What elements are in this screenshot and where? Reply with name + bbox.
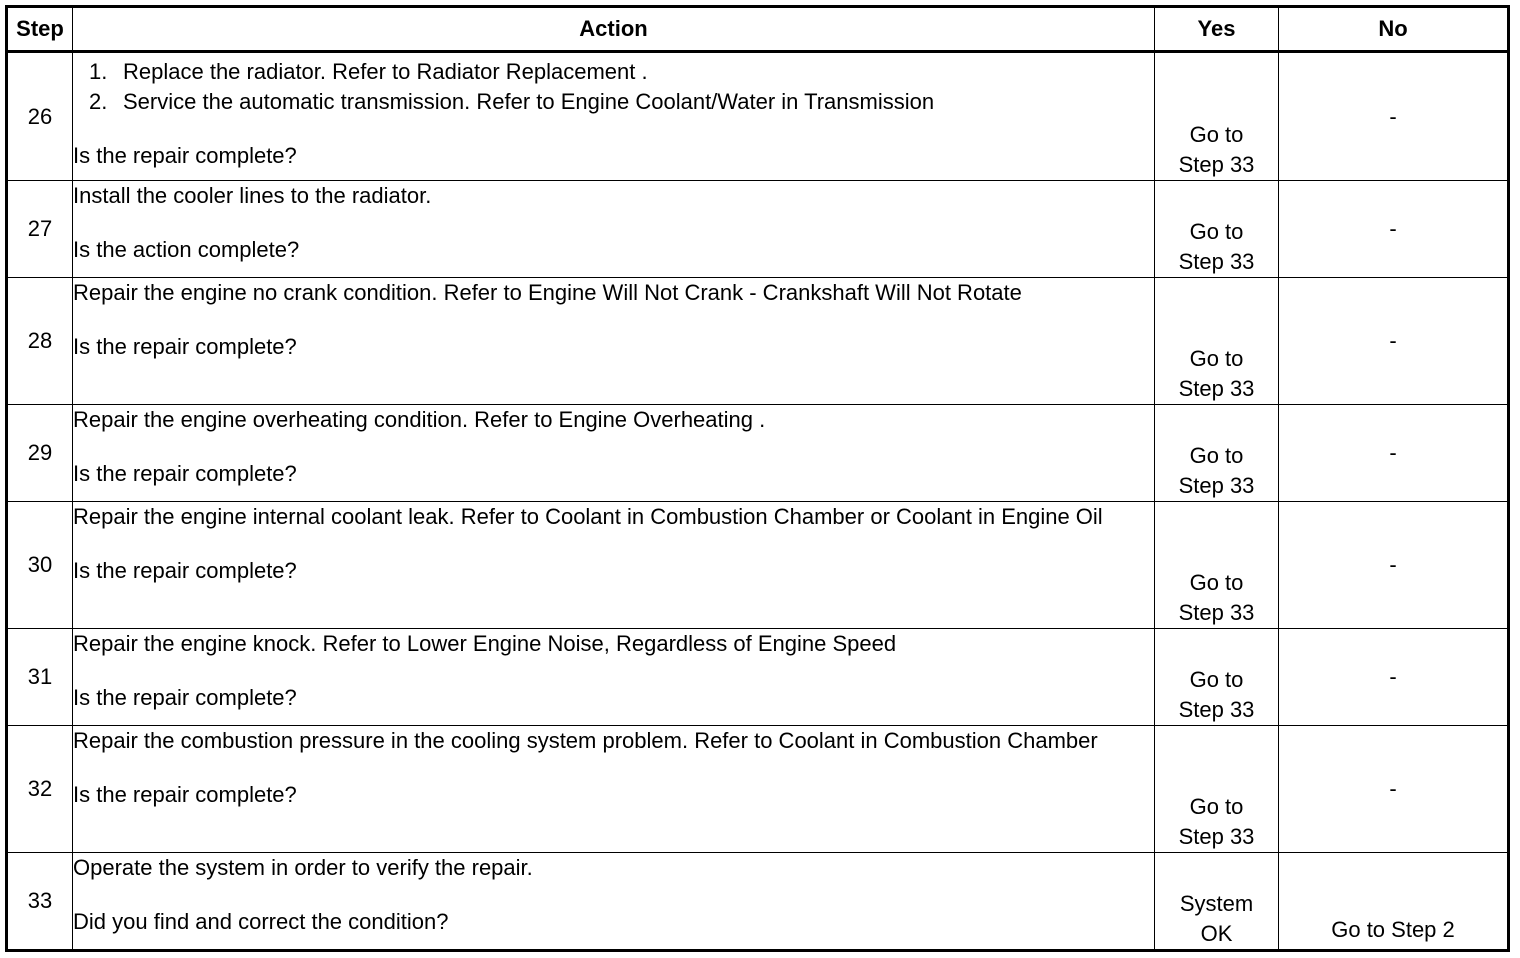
yes-text-line2: Step 33 — [1178, 697, 1255, 722]
no-cell: Go to Step 2 — [1279, 853, 1509, 951]
yes-text-line1: Go to — [1189, 570, 1244, 595]
no-cell: - — [1279, 502, 1509, 629]
yes-text-line2: Step 33 — [1178, 249, 1255, 274]
yes-text-line2: OK — [1200, 921, 1233, 946]
no-cell: - — [1279, 52, 1509, 181]
list-item-number: 2. — [89, 89, 108, 114]
list-item — [89, 87, 1154, 117]
yes-text-line2: Step 33 — [1178, 152, 1255, 177]
yes-text-line1: Go to — [1189, 346, 1244, 371]
action-cell — [73, 726, 1155, 853]
step-number: 26 — [7, 52, 73, 181]
step-number: 28 — [7, 278, 73, 405]
table-row — [7, 853, 1509, 951]
yes-cell — [1155, 52, 1279, 181]
no-cell: - — [1279, 181, 1509, 278]
no-cell: - — [1279, 278, 1509, 405]
action-cell — [73, 52, 1155, 181]
action-cell — [73, 278, 1155, 405]
table-row — [7, 405, 1509, 502]
table-row — [7, 181, 1509, 278]
yes-text-line2: Step 33 — [1178, 473, 1255, 498]
action-cell — [73, 502, 1155, 629]
diagnostic-table — [5, 5, 1510, 952]
step-number: 30 — [7, 502, 73, 629]
step-number: 33 — [7, 853, 73, 951]
action-cell — [73, 853, 1155, 951]
header-action: Action — [73, 7, 1155, 52]
action-cell — [73, 405, 1155, 502]
yes-cell — [1155, 502, 1279, 629]
instruction-text: Operate the system in order to verify the repair. — [73, 855, 533, 880]
yes-text-line1: Go to — [1189, 122, 1244, 147]
instruction-text: Repair the engine knock. Refer to Lower Engine Noise, Regardless of Engine Speed — [73, 631, 897, 656]
no-cell: - — [1279, 629, 1509, 726]
yes-text-line1: Go to — [1189, 794, 1244, 819]
instruction-text: Repair the combustion pressure in the cooling system problem. Refer to Coolant in Combustion Chamber — [73, 728, 1098, 753]
action-cell — [73, 629, 1155, 726]
no-cell: - — [1279, 726, 1509, 853]
list-item-text: Replace the radiator. Refer to Radiator Replacement . — [123, 59, 648, 84]
instruction-text: Repair the engine no crank condition. Refer to Engine Will Not Crank - Crankshaft Will Not Rotate — [73, 280, 1022, 305]
action-cell — [73, 181, 1155, 278]
header-yes: Yes — [1155, 7, 1279, 52]
question-text: Is the repair complete? — [73, 782, 297, 807]
header-step: Step — [7, 7, 73, 52]
table-row — [7, 502, 1509, 629]
list-item-text: Service the automatic transmission. Refer to Engine Coolant/Water in Transmission — [123, 89, 935, 114]
yes-cell — [1155, 726, 1279, 853]
table-row — [7, 629, 1509, 726]
question-text: Is the action complete? — [73, 237, 300, 262]
yes-text-line1: Go to — [1189, 443, 1244, 468]
header-no: No — [1279, 7, 1509, 52]
yes-cell — [1155, 853, 1279, 951]
yes-text-line1: Go to — [1189, 667, 1244, 692]
yes-text-line2: Step 33 — [1178, 600, 1255, 625]
table-row — [7, 278, 1509, 405]
yes-cell — [1155, 405, 1279, 502]
yes-cell — [1155, 278, 1279, 405]
question-text: Is the repair complete? — [73, 334, 297, 359]
table-row — [7, 52, 1509, 181]
yes-text-line1: System — [1179, 891, 1254, 916]
step-number: 27 — [7, 181, 73, 278]
question-text: Is the repair complete? — [73, 685, 297, 710]
step-number: 29 — [7, 405, 73, 502]
step-number: 32 — [7, 726, 73, 853]
yes-text-line2: Step 33 — [1178, 824, 1255, 849]
question-text: Is the repair complete? — [73, 558, 297, 583]
step-number: 31 — [7, 629, 73, 726]
yes-text-line1: Go to — [1189, 219, 1244, 244]
table-row — [7, 726, 1509, 853]
question-text: Is the repair complete? — [73, 461, 297, 486]
instruction-text: Install the cooler lines to the radiator. — [73, 183, 432, 208]
yes-cell — [1155, 629, 1279, 726]
table-header-row — [7, 7, 1509, 52]
action-list — [73, 57, 1154, 117]
yes-text-line2: Step 33 — [1178, 376, 1255, 401]
instruction-text: Repair the engine internal coolant leak. Refer to Coolant in Combustion Chamber or Coolant in Engine Oil — [73, 504, 1103, 529]
list-item-number: 1. — [89, 59, 108, 84]
yes-cell — [1155, 181, 1279, 278]
question-text: Is the repair complete? — [73, 143, 297, 168]
list-item — [89, 57, 1154, 87]
question-text: Did you find and correct the condition? — [73, 909, 449, 934]
no-cell: - — [1279, 405, 1509, 502]
instruction-text: Repair the engine overheating condition. Refer to Engine Overheating . — [73, 407, 766, 432]
